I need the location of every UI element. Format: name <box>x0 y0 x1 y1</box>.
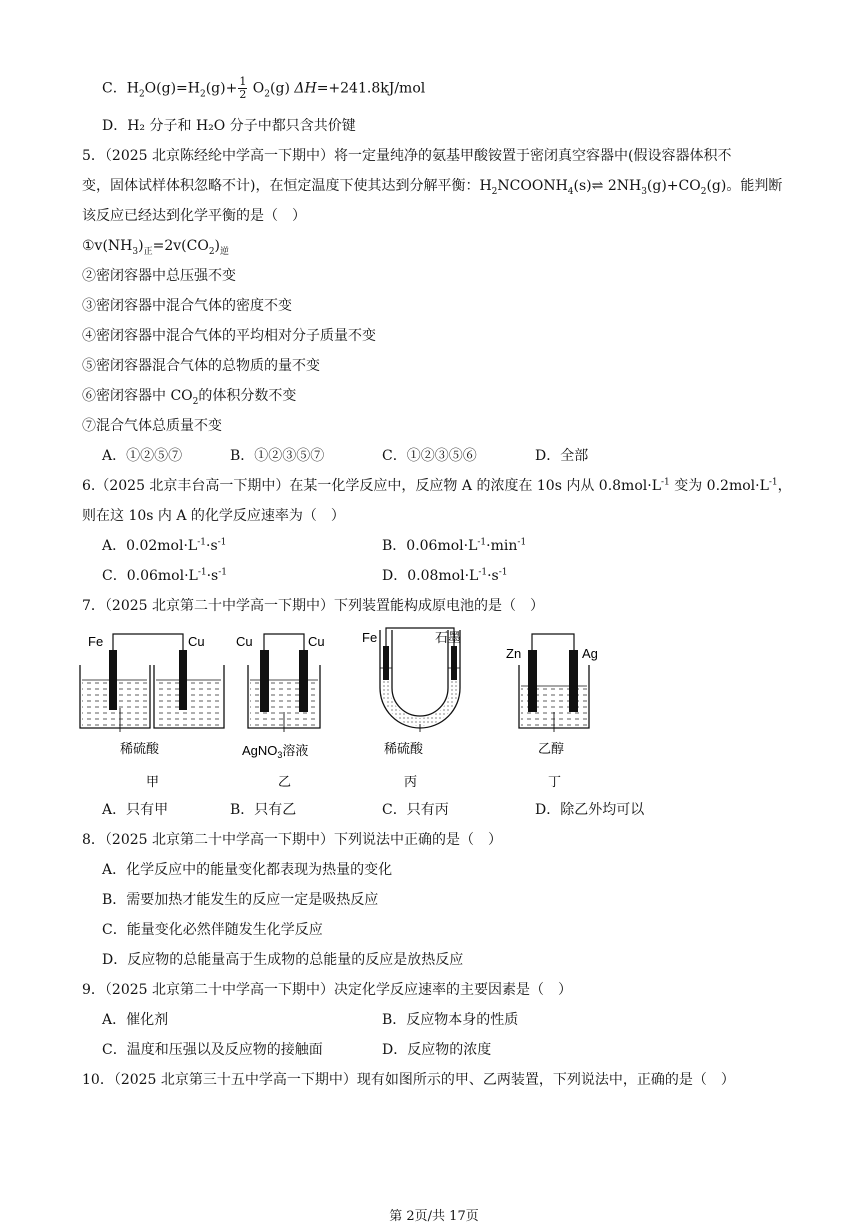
q9-stem: 9．（2025 北京第二十中学高一下期中）决定化学反应速率的主要因素是（ ） <box>82 982 572 998</box>
q5-option-a: A．①②⑤⑦ <box>102 448 183 464</box>
q6-stem-line2: 则在这 10s 内 A 的化学反应速率为（ ） <box>82 508 345 524</box>
q9-option-d: D．反应物的浓度 <box>382 1042 492 1058</box>
q8-option-c: C．能量变化必然伴随发生化学反应 <box>102 922 323 938</box>
q8-option-d: D．反应物的总能量高于生成物的总能量的反应是放热反应 <box>102 952 464 968</box>
fraction: $\frac{1}{2}$ <box>239 75 247 101</box>
apparatus-bing <box>362 628 461 789</box>
q6-stem-line1: 6.（2025 北京丰台高一下期中）在某一化学反应中，反应物 A 的浓度在 10s 内从 $0.8mol\cdot L^{-1}$ 变为 $0.2mol\cdot L^{-1}$， <box>82 477 792 494</box>
q7-option-b: B．只有乙 <box>230 802 297 818</box>
q5-option-c: C．①②③⑤⑥ <box>382 448 477 464</box>
apparatus-jia <box>80 634 224 789</box>
q7-option-a: A．只有甲 <box>102 802 169 818</box>
q9-option-b: B．反应物本身的性质 <box>382 1012 519 1028</box>
ding-right-electrode: Ag <box>582 646 598 661</box>
q6-option-b: B．$0.06mol\cdot L^{-1}\cdot\min^{-1}$ <box>382 537 527 554</box>
ding-left-electrode: Zn <box>506 646 522 661</box>
q7-option-c: C．只有丙 <box>382 802 449 818</box>
yi-solution: AgNO$_3$溶液 <box>242 743 309 760</box>
yi-right-electrode: Cu <box>308 634 325 649</box>
q8-option-b: B．需要加热才能发生的反应一定是吸热反应 <box>102 892 379 908</box>
jia-solution: 稀硫酸 <box>120 741 160 756</box>
yi-name: 乙 <box>278 774 292 789</box>
bing-solution: 稀硫酸 <box>384 741 424 756</box>
yi-left-electrode: Cu <box>236 634 253 649</box>
q5-statement-7: ⑦混合气体总质量不变 <box>82 418 222 434</box>
q9-option-c: C．温度和压强以及反应物的接触面 <box>102 1042 323 1058</box>
q5-statement-5: ⑤密闭容器混合气体的总物质的量不变 <box>82 358 320 374</box>
q10-stem: 10．（2025 北京第三十五中学高一下期中）现有如图所示的甲、乙两装置，下列说法中，正确的是（ ） <box>82 1072 735 1088</box>
q5-stem-line1: 5．（2025 北京陈经纶中学高一下期中）将一定量纯净的氨基甲酸铵置于密闭真空容器中(假设容器体积不 <box>82 148 732 164</box>
apparatus-ding <box>506 634 598 789</box>
q8-option-a: A．化学反应中的能量变化都表现为热量的变化 <box>102 862 393 878</box>
q5-stem-line2: 变，固体试样体积忽略不计)，在恒定温度下使其达到分解平衡：$H_2NCOONH_4(s)\rightleftharpoons$ $2NH_3(g)+CO_2(g)$。能判断 <box>82 178 783 197</box>
q5-statement-6: ⑥密闭容器中 $CO_2$的体积分数不变 <box>82 388 297 407</box>
q5-option-d: D．全部 <box>535 448 589 464</box>
q9-option-a: A．催化剂 <box>102 1012 169 1028</box>
apparatus-yi <box>236 634 325 789</box>
q7-stem: 7．（2025 北京第二十中学高一下期中）下列装置能构成原电池的是（ ） <box>82 598 544 614</box>
q6-option-a: A．$0.02mol\cdot L^{-1}\cdot s^{-1}$ <box>102 537 227 554</box>
jia-right-electrode: Cu <box>188 634 205 649</box>
q8-stem: 8．（2025 北京第二十中学高一下期中）下列说法中正确的是（ ） <box>82 832 502 848</box>
bing-right-electrode: 石墨 <box>435 630 462 645</box>
q4-option-d: D．H₂ 分子和 H₂O 分子中都只含共价键 <box>102 118 356 134</box>
ding-name: 丁 <box>548 774 562 789</box>
jia-left-electrode: Fe <box>88 634 104 649</box>
ding-solution: 乙醇 <box>538 741 565 756</box>
q7-option-d: D．除乙外均可以 <box>535 802 645 818</box>
bing-left-electrode: Fe <box>362 630 378 645</box>
q5-option-b: B．①②③⑤⑦ <box>230 448 325 464</box>
q5-statement-3: ③密闭容器中混合气体的密度不变 <box>82 298 292 314</box>
q6-option-d: D．$0.08mol\cdot L^{-1}\cdot s^{-1}$ <box>382 567 508 584</box>
q6-option-c: C．$0.06mol\cdot L^{-1}\cdot s^{-1}$ <box>102 567 228 584</box>
q4-option-c: C．$H_2O(g)=H_2(g)+$ $\frac{1}{2}$ $O_2(g)$ ΔH=+241.8kJ/mol <box>102 75 426 101</box>
jia-name: 甲 <box>146 774 160 789</box>
q5-statement-1: $①v(NH_3)_正=2v(CO_2)_逆$ <box>82 238 230 257</box>
page-number: 第 2页/共 17页 <box>389 1209 479 1224</box>
galvanic-cell-diagrams <box>70 620 630 800</box>
q5-stem-line3: 该反应已经达到化学平衡的是（ ） <box>82 208 306 224</box>
q5-statement-4: ④密闭容器中混合气体的平均相对分子质量不变 <box>82 328 376 344</box>
bing-name: 丙 <box>404 774 418 789</box>
q5-statement-2: ②密闭容器中总压强不变 <box>82 268 236 284</box>
